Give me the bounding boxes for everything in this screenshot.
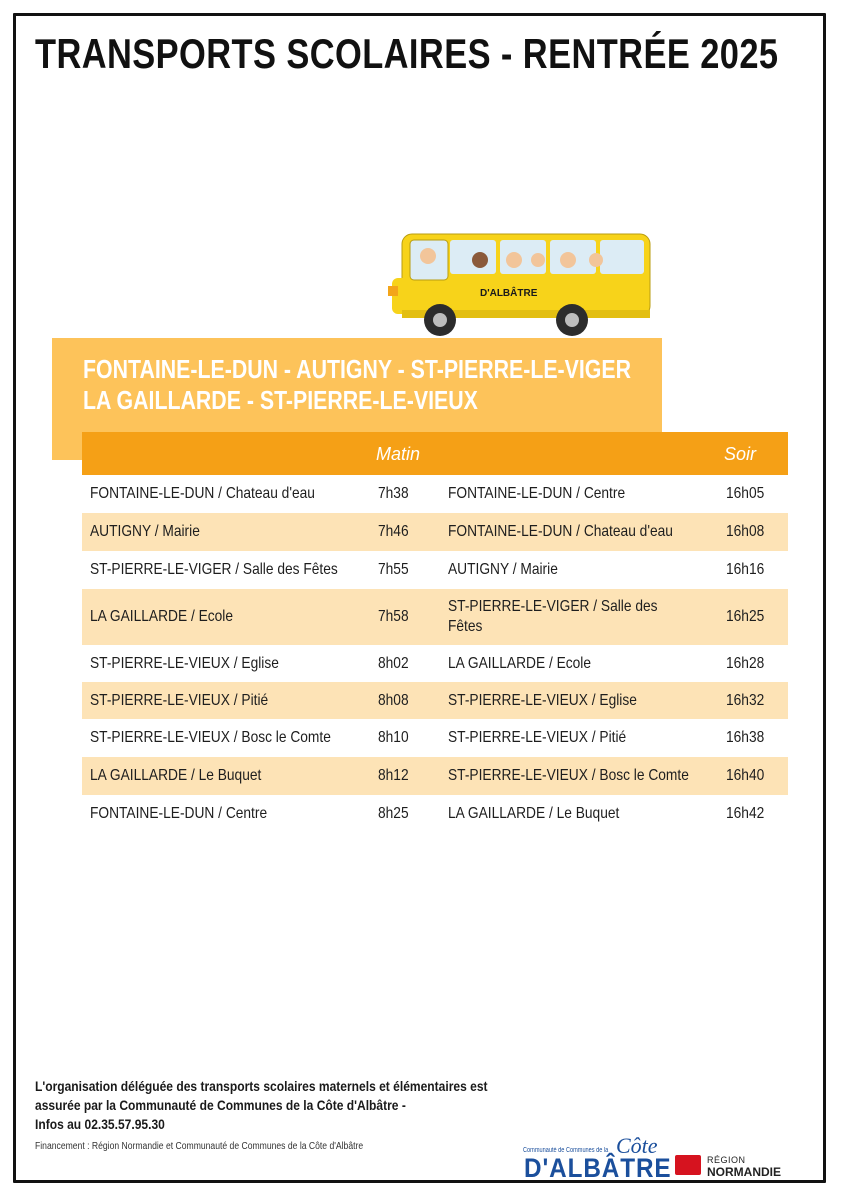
- evening-time-cell: [726, 682, 788, 719]
- route-line-2: LA GAILLARDE - ST-PIERRE-LE-VIEUX: [83, 385, 478, 415]
- region-normandie-logo: [675, 1153, 805, 1181]
- route-line-1: FONTAINE-LE-DUN - AUTIGNY - ST-PIERRE-LE-VIGER: [83, 354, 632, 384]
- schedule-table: [82, 432, 788, 833]
- evening-time-cell: [726, 757, 788, 795]
- evening-time-cell-text: 16h05: [726, 485, 765, 502]
- footer-note: [35, 1077, 555, 1134]
- evening-stop-cell: [440, 589, 726, 645]
- evening-time-cell-text: 16h40: [726, 767, 765, 784]
- region-logo-small: RÉGION: [707, 1155, 746, 1165]
- evening-stop-cell: [440, 795, 726, 833]
- morning-stop-cell: [82, 682, 378, 719]
- evening-stop-cell-text: ST-PIERRE-LE-VIEUX / Eglise: [448, 691, 637, 709]
- table-row: [82, 551, 788, 589]
- table-row: [82, 719, 788, 757]
- cca-logo-small: Communauté de Communes de la: [523, 1147, 609, 1154]
- morning-time-cell-text: 8h08: [378, 691, 409, 709]
- morning-time-cell: [378, 513, 440, 551]
- evening-time-cell-text: 16h42: [726, 805, 765, 822]
- morning-stop-cell: [82, 551, 378, 589]
- morning-stop-cell-text: LA GAILLARDE / Ecole: [90, 608, 234, 625]
- morning-stop-cell-text: FONTAINE-LE-DUN / Centre: [90, 805, 268, 822]
- morning-stop-cell: [82, 719, 378, 757]
- morning-header: Matin: [376, 444, 421, 464]
- evening-stop-cell-text: ST-PIERRE-LE-VIEUX / Bosc le Comte: [448, 767, 689, 784]
- evening-time-cell-text: 16h38: [726, 729, 765, 746]
- evening-stop-cell: [440, 551, 726, 589]
- funding-note: Financement : Région Normandie et Communauté de Communes de la Côte d'Albâtre: [35, 1141, 364, 1152]
- evening-time-cell: [726, 645, 788, 682]
- evening-stop-cell: [440, 513, 726, 551]
- evening-time-cell-text: 16h28: [726, 654, 765, 672]
- morning-time-cell: [378, 757, 440, 795]
- cca-logo-albatre: D'ALBÂTRE: [524, 1153, 672, 1183]
- evening-time-cell-text: 16h25: [726, 608, 765, 625]
- evening-stop-cell-text: ST-PIERRE-LE-VIEUX / Pitié: [448, 729, 627, 746]
- table-body: [82, 475, 788, 833]
- footer-line-1: L'organisation déléguée des transports scolaires maternels et élémentaires est: [35, 1078, 488, 1094]
- evening-time-cell: [726, 513, 788, 551]
- evening-time-cell: [726, 719, 788, 757]
- morning-stop-cell: [82, 513, 378, 551]
- evening-stop-cell: [440, 475, 726, 513]
- morning-time-cell: [378, 645, 440, 682]
- route-title: [83, 354, 631, 416]
- footer-line-3: Infos au 02.35.57.95.30: [35, 1116, 165, 1132]
- morning-time-cell-text: 8h25: [378, 805, 409, 822]
- morning-stop-cell-text: LA GAILLARDE / Le Buquet: [90, 767, 262, 784]
- school-bus-illustration: [388, 228, 654, 340]
- morning-time-cell-text: 8h02: [378, 654, 409, 672]
- evening-stop-cell-text: LA GAILLARDE / Ecole: [448, 654, 592, 672]
- morning-stop-cell-text: ST-PIERRE-LE-VIEUX / Pitié: [90, 691, 269, 709]
- table-row: [82, 513, 788, 551]
- table-header: [82, 432, 788, 475]
- table-row: [82, 475, 788, 513]
- page-title: TRANSPORTS SCOLAIRES - RENTRÉE 2025: [35, 30, 779, 77]
- evening-time-cell-text: 16h16: [726, 561, 765, 578]
- evening-time-cell: [726, 795, 788, 833]
- evening-header: Soir: [724, 444, 757, 464]
- morning-time-cell: [378, 551, 440, 589]
- morning-stop-cell: [82, 757, 378, 795]
- evening-stop-cell: [440, 719, 726, 757]
- region-logo-big: NORMANDIE: [707, 1165, 781, 1179]
- morning-stop-cell: [82, 795, 378, 833]
- morning-time-cell: [378, 589, 440, 645]
- morning-stop-cell-text: ST-PIERRE-LE-VIGER / Salle des Fêtes: [90, 561, 338, 578]
- morning-stop-cell-text: FONTAINE-LE-DUN / Chateau d'eau: [90, 485, 315, 502]
- morning-time-cell-text: 8h12: [378, 767, 409, 784]
- morning-time-cell-text: 7h46: [378, 523, 409, 540]
- morning-time-cell-text: 7h58: [378, 608, 409, 625]
- footer-line-2: assurée par la Communauté de Communes de la Côte d'Albâtre -: [35, 1097, 406, 1113]
- evening-time-cell: [726, 589, 788, 645]
- cote-albatre-logo: [520, 1133, 672, 1183]
- evening-stop-cell: [440, 682, 726, 719]
- evening-stop-cell-text: ST-PIERRE-LE-VIGER / Salle des Fêtes: [448, 598, 658, 635]
- morning-time-cell-text: 7h55: [378, 561, 409, 578]
- evening-time-cell-text: 16h32: [726, 691, 765, 709]
- morning-stop-cell-text: ST-PIERRE-LE-VIEUX / Bosc le Comte: [90, 729, 331, 746]
- evening-stop-cell: [440, 757, 726, 795]
- morning-stop-cell: [82, 645, 378, 682]
- morning-time-cell: [378, 795, 440, 833]
- cca-logo-cote: Côte: [616, 1133, 658, 1158]
- table-row: [82, 589, 788, 645]
- morning-stop-cell: [82, 589, 378, 645]
- morning-stop-cell-text: ST-PIERRE-LE-VIEUX / Eglise: [90, 654, 279, 672]
- table-row: [82, 682, 788, 719]
- evening-stop-cell-text: FONTAINE-LE-DUN / Chateau d'eau: [448, 523, 673, 540]
- evening-stop-cell: [440, 645, 726, 682]
- morning-time-cell: [378, 682, 440, 719]
- table-row: [82, 757, 788, 795]
- evening-stop-cell-text: LA GAILLARDE / Le Buquet: [448, 805, 620, 822]
- morning-stop-cell-text: AUTIGNY / Mairie: [90, 523, 200, 540]
- morning-time-cell-text: 7h38: [378, 485, 409, 502]
- table-row: [82, 645, 788, 682]
- morning-time-cell-text: 8h10: [378, 729, 409, 746]
- evening-stop-cell-text: AUTIGNY / Mairie: [448, 561, 558, 578]
- evening-stop-cell-text: FONTAINE-LE-DUN / Centre: [448, 485, 626, 502]
- bus-logo-text: D'ALBÂTRE: [480, 288, 538, 299]
- table-row: [82, 795, 788, 833]
- evening-time-cell-text: 16h08: [726, 523, 765, 540]
- evening-time-cell: [726, 551, 788, 589]
- morning-time-cell: [378, 719, 440, 757]
- evening-time-cell: [726, 475, 788, 513]
- morning-time-cell: [378, 475, 440, 513]
- normandie-lions-icon: [675, 1155, 701, 1175]
- morning-stop-cell: [82, 475, 378, 513]
